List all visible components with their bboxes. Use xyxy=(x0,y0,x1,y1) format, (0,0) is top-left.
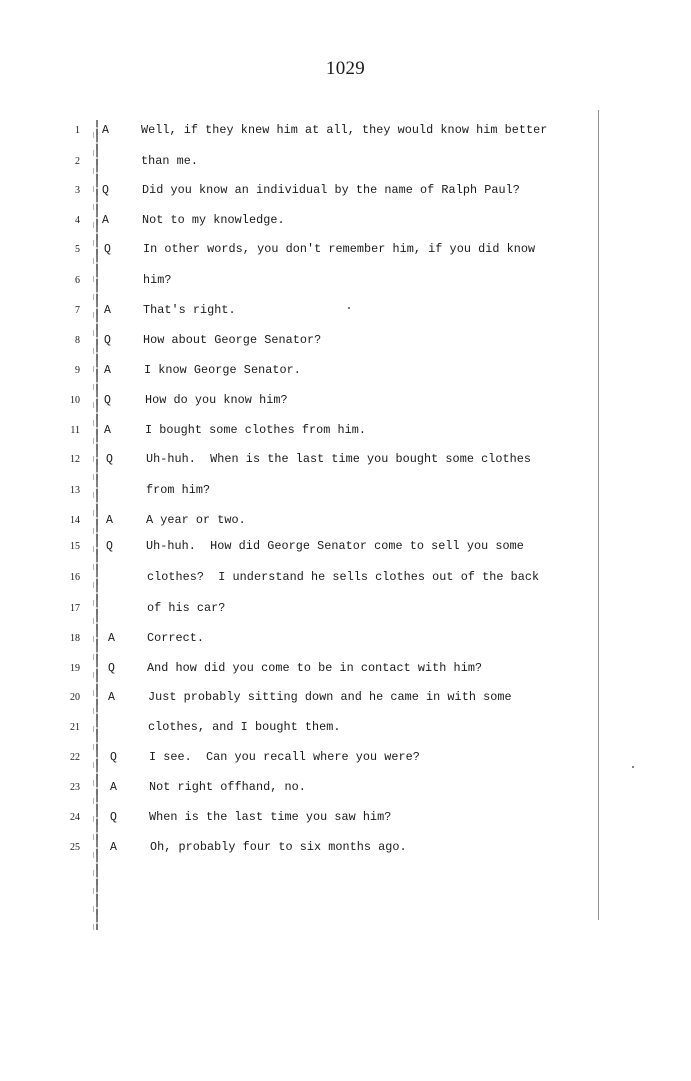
testimony-line: than me. xyxy=(141,154,199,168)
speaker-label: Q xyxy=(110,751,117,764)
line-number: 4 xyxy=(75,215,80,226)
line-number: 10 xyxy=(70,395,80,406)
line-number: 14 xyxy=(70,515,80,526)
line-number: 17 xyxy=(70,603,80,614)
testimony-line: A year or two. xyxy=(146,513,246,527)
page-number: 1029 xyxy=(325,58,366,79)
testimony-line: him? xyxy=(143,273,172,287)
line-number: 6 xyxy=(75,275,80,286)
stray-mark xyxy=(348,307,350,309)
line-number: 13 xyxy=(70,485,80,496)
testimony-line: Correct. xyxy=(147,631,205,645)
testimony-line: clothes? I understand he sells clothes out of the back xyxy=(147,570,540,584)
line-number: 23 xyxy=(70,782,80,793)
right-margin-rule xyxy=(598,110,599,920)
speaker-label: Q xyxy=(106,540,113,553)
testimony-line: Not to my knowledge. xyxy=(142,213,285,227)
testimony-line: Uh-huh. How did George Senator come to sell you some xyxy=(146,539,524,553)
line-number: 15 xyxy=(70,541,80,552)
line-number: 8 xyxy=(75,335,80,346)
testimony-line: Just probably sitting down and he came in with some xyxy=(148,690,512,704)
speaker-label: A xyxy=(104,364,111,377)
testimony-line: How do you know him? xyxy=(145,393,288,407)
testimony-line: And how did you come to be in contact with him? xyxy=(147,661,483,675)
testimony-line: When is the last time you saw him? xyxy=(149,810,392,824)
speaker-label: Q xyxy=(104,334,111,347)
line-number: 9 xyxy=(75,365,80,376)
left-margin-rule-secondary xyxy=(93,120,94,930)
testimony-line: I know George Senator. xyxy=(144,363,301,377)
testimony-line: of his car? xyxy=(147,601,226,615)
line-number: 3 xyxy=(75,185,80,196)
stray-mark xyxy=(632,766,634,768)
speaker-label: Q xyxy=(104,394,111,407)
line-number: 18 xyxy=(70,633,80,644)
speaker-label: A xyxy=(110,841,117,854)
testimony-line: Did you know an individual by the name of Ralph Paul? xyxy=(142,183,520,197)
testimony-line: That's right. xyxy=(143,303,236,317)
line-number: 1 xyxy=(75,125,80,136)
speaker-label: A xyxy=(104,304,111,317)
testimony-line: I see. Can you recall where you were? xyxy=(149,750,420,764)
testimony-line: clothes, and I bought them. xyxy=(148,720,341,734)
speaker-label: A xyxy=(102,214,109,227)
speaker-label: Q xyxy=(108,662,115,675)
line-number: 2 xyxy=(75,156,80,167)
speaker-label: Q xyxy=(106,453,113,466)
testimony-line: from him? xyxy=(146,483,211,497)
line-number: 25 xyxy=(70,842,80,853)
line-number: 20 xyxy=(70,692,80,703)
line-number: 22 xyxy=(70,752,80,763)
testimony-line: Not right offhand, no. xyxy=(149,780,306,794)
line-number: 7 xyxy=(75,305,80,316)
speaker-label: A xyxy=(102,124,109,137)
testimony-line: In other words, you don't remember him, if you did know xyxy=(143,242,536,256)
line-number: 24 xyxy=(70,812,80,823)
speaker-label: A xyxy=(110,781,117,794)
testimony-line: Well, if they knew him at all, they would know him better xyxy=(141,123,548,137)
speaker-label: Q xyxy=(104,243,111,256)
speaker-label: A xyxy=(106,514,113,527)
speaker-label: A xyxy=(108,632,115,645)
line-number: 16 xyxy=(70,572,80,583)
testimony-line: Uh-huh. When is the last time you bought some clothes xyxy=(146,452,531,466)
speaker-label: Q xyxy=(102,184,109,197)
speaker-label: Q xyxy=(110,811,117,824)
testimony-line: How about George Senator? xyxy=(143,333,322,347)
left-margin-rule xyxy=(96,120,98,930)
testimony-line: Oh, probably four to six months ago. xyxy=(150,840,407,854)
speaker-label: A xyxy=(108,691,115,704)
line-number: 5 xyxy=(75,244,80,255)
testimony-line: I bought some clothes from him. xyxy=(145,423,367,437)
line-number: 12 xyxy=(70,454,80,465)
line-number: 19 xyxy=(70,663,80,674)
speaker-label: A xyxy=(104,424,111,437)
line-number: 11 xyxy=(70,425,80,436)
line-number: 21 xyxy=(70,722,80,733)
